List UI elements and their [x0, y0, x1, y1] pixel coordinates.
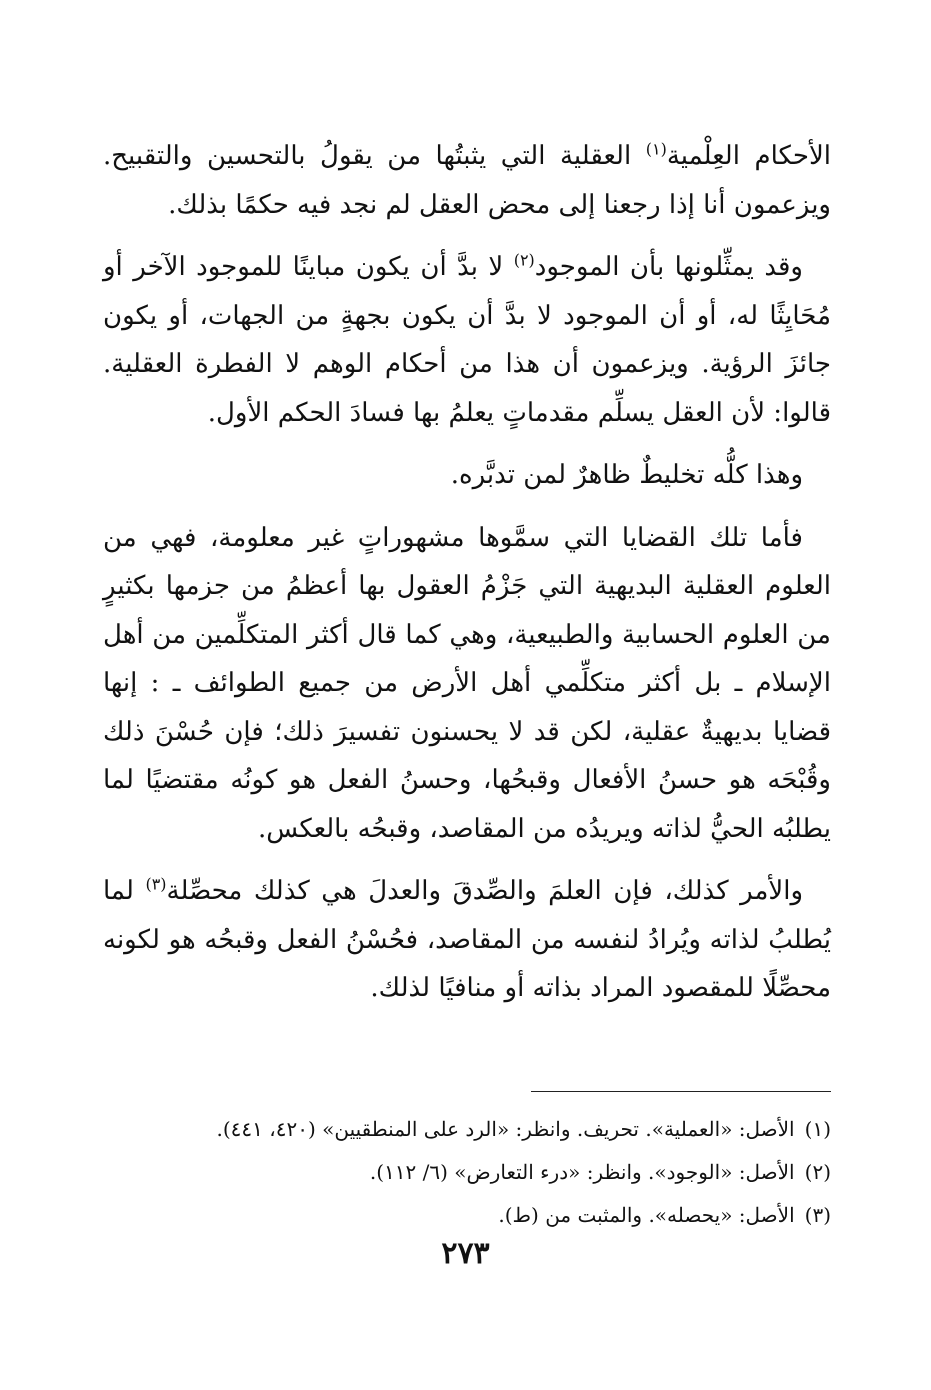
footnote-ref-2: (٢): [513, 250, 535, 270]
footnote-ref-3: (٣): [145, 874, 167, 894]
footnote-3-number: (٣): [804, 1203, 831, 1227]
main-text: [103, 132, 831, 1027]
footnote-3-text: الأصل: «يحصله». والمثبت من (ط).: [498, 1203, 795, 1227]
paragraph-4-text: فأما تلك القضايا التي سمَّوها مشهوراتٍ غير معلومة، فهي من العلوم العقلية البديهية التي جَزْمُ العقول بها أعظمُ من جزمها بكثيرٍ من العلوم الحسابية والطبيعية، وهي كما قال أكثر المتكلِّمين من أهل الإسلام ـ بل أكثر متكلِّمي أهل الأرض من جميع الطوائف ـ : إنها قضايا بديهيةٌ عقلية، لكن قد لا يحسنون تفسيرَ ذلك؛ فإن حُسْنَ ذلك وقُبْحَه هو حسنُ الأفعال وقبحُها، وحسنُ الفعل هو كونُه مقتضيًا لما يطلبُه الحيُّ لذاته ويريدُه من المقاصد، وقبحُه بالعكس.: [103, 522, 832, 844]
footnote-1-text: الأصل: «العملية». تحريف. وانظر: «الرد على المنطقيين» (٤٢٠، ٤٤١).: [216, 1117, 795, 1141]
footnote-1-number: (١): [804, 1117, 831, 1141]
footnote-ref-1: (١): [645, 139, 667, 159]
paragraph-2: [103, 243, 831, 437]
paragraph-2-part-1: وقد يمثِّلونها بأن الموجود: [534, 252, 803, 282]
footnote-1: [103, 1108, 831, 1151]
paragraph-1-part-2: العقلية التي يثبتُها من يقولُ بالتحسين والتقبيح. ويزعمون أنا إذا رجعنا إلى محض العقل لم نجد فيه حكمًا بذلك.: [103, 141, 831, 220]
paragraph-1: [103, 132, 831, 229]
footnotes: [103, 1108, 831, 1237]
page-number: ٢٧٣: [441, 1236, 490, 1271]
paragraph-5: [103, 867, 831, 1013]
footnote-2-text: الأصل: «الوجود». وانظر: «درء التعارض» (٦/ ١١٢).: [369, 1160, 795, 1184]
paragraph-5-part-2: لما يُطلبُ لذاته ويُرادُ لنفسه من المقاصد، فحُسْنُ الفعل وقبحُه هو لكونه محصِّلًا للمقصود المراد بذاته أو منافيًا لذلك.: [103, 876, 831, 1003]
footnote-2: [103, 1151, 831, 1194]
paragraph-1-part-1: الأحكام العِلْمية: [666, 141, 831, 171]
paragraph-5-part-1: والأمر كذلك، فإن العلمَ والصِّدقَ والعدلَ هي كذلك محصِّلة: [166, 876, 804, 906]
footnote-3: [103, 1194, 831, 1237]
paragraph-4: [103, 514, 831, 854]
paragraph-2-part-2: لا بدَّ أن يكون مباينًا للموجود الآخر أو مُحَايِثًا له، أو أن الموجود لا بدَّ أن يكون بجهةٍ من الجهات، أو يكون جائزَ الرؤية. ويزعمون أن هذا من أحكام الوهم لا الفطرة العقلية. قالوا: لأن العقل يسلِّم مقدماتٍ يعلمُ بها فسادَ الحكم الأول.: [103, 252, 831, 428]
footnote-separator: [531, 1091, 831, 1092]
paragraph-3: [103, 451, 831, 500]
paragraph-3-text: وهذا كلُّه تخليطٌ ظاهرٌ لمن تدبَّره.: [450, 460, 803, 490]
footnote-2-number: (٢): [804, 1160, 831, 1184]
